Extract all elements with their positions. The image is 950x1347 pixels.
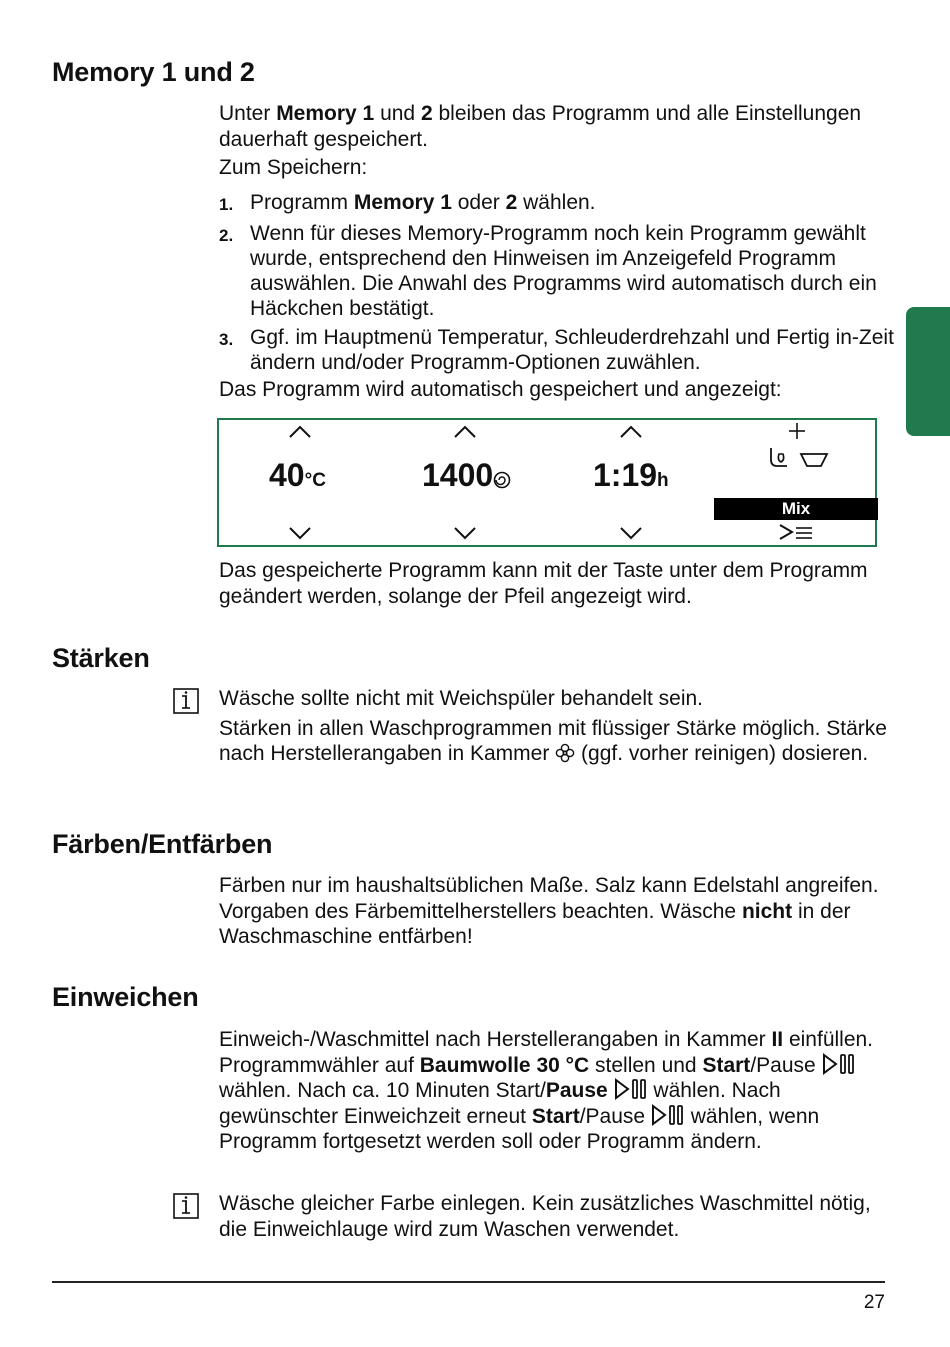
section-title-memory: Memory 1 und 2 [52, 57, 255, 87]
step-text: Wenn für dieses Memory-Programm noch kein Programm gewählt wurde, entsprechend den Hinweisen im Anzeigefeld Programm auswählen. Die Anwahl des Programms wird automatisch durch ein Häckchen bestätigt. [250, 222, 877, 320]
chevron-up-icon[interactable] [620, 425, 642, 438]
time-unit: h [657, 470, 669, 491]
chevron-up-icon[interactable] [454, 425, 476, 438]
step-3 [219, 325, 899, 375]
chevron-down-icon[interactable] [620, 527, 642, 540]
program-mix-label[interactable]: Mix [714, 498, 878, 520]
memory-steps [219, 190, 899, 379]
softener-flower-icon [555, 743, 575, 763]
faerben-body [219, 873, 899, 950]
memory-note: Das gespeicherte Programm kann mit der Taste unter dem Programm geändert werden, solange der Pfeil angezeigt wird. [219, 559, 868, 608]
memory-intro-paragraph: Unter Memory 1 und 2 bleiben das Programm und alle Einstellungen dauerhaft gespeichert. [219, 102, 862, 151]
staerken-info-text: Wäsche sollte nicht mit Weichspüler behandelt sein. [219, 687, 704, 710]
chevron-up-icon[interactable] [289, 425, 311, 438]
start-pause-icon [651, 1104, 685, 1126]
section-title-faerben: Färben/Entfärben [52, 829, 273, 859]
detergent-dosing-icon[interactable] [765, 446, 829, 470]
plus-icon[interactable] [787, 421, 807, 441]
start-pause-icon [614, 1078, 648, 1100]
chevron-down-icon[interactable] [289, 527, 311, 540]
info-icon [173, 1193, 199, 1219]
step-2 [219, 221, 899, 321]
section-title-einweichen: Einweichen [52, 982, 199, 1012]
step-text: Ggf. im Hauptmenü Temperatur, Schleuderdrehzahl und Fertig in-Zeit ändern und/oder Programm-Optionen zuwählen. [250, 326, 894, 374]
save-label: Zum Speichern: [219, 156, 368, 179]
step-text: Programm Memory 1 oder 2 wählen. [250, 191, 596, 214]
step-number: 2. [219, 226, 234, 245]
einweichen-paragraph: Einweich-/Waschmittel nach Herstellerangaben in Kammer II einfüllen. Programmwähler auf Baumwolle 30 °C stellen und Start/Pause wählen. Nach ca. 10 Minuten Start/Pause wählen. Nach gewünschter Einweichzeit erneut Start/Pause wählen, wenn Programm fortgesetzt werden soll oder Programm ändern. [219, 1028, 874, 1153]
memory-after-text: Das Programm wird automatisch gespeichert und angezeigt: [219, 378, 782, 401]
staerken-body: Stärken in allen Waschprogrammen mit flüssiger Stärke möglich. Stärke nach Herstellerangaben in Kammer (ggf. vorher reinigen) dosieren. [219, 716, 887, 765]
memory-intro [219, 101, 899, 181]
menu-arrow-icon[interactable] [778, 522, 814, 542]
step-number: 3. [219, 330, 234, 349]
section-title-staerken: Stärken [52, 643, 150, 673]
spin-icon [493, 471, 511, 489]
spin-speed-value: 1400 [422, 455, 511, 495]
footer-divider [52, 1281, 885, 1283]
chevron-down-icon[interactable] [454, 527, 476, 540]
finish-time-value: 1:19h [593, 457, 669, 493]
einweichen-body [219, 1027, 899, 1155]
staerken-text [219, 686, 899, 767]
einweichen-info-text: Wäsche gleicher Farbe einlegen. Kein zusätzliches Waschmittel nötig, die Einweichlauge wird zum Waschen verwendet. [219, 1192, 871, 1241]
temperature-unit: °C [304, 470, 326, 491]
page-number: 27 [863, 1292, 885, 1313]
step-1 [219, 190, 899, 217]
step-number: 1. [219, 195, 234, 214]
temperature-value: 40°C [269, 457, 326, 493]
info-icon [173, 688, 199, 714]
start-pause-icon [822, 1053, 856, 1075]
chapter-side-tab [906, 307, 950, 436]
faerben-paragraph: Färben nur im haushaltsüblichen Maße. Salz kann Edelstahl angreifen. Vorgaben des Färbemittelherstellers beachten. Wäsche nicht in der Waschmaschine entfärben! [219, 874, 879, 948]
